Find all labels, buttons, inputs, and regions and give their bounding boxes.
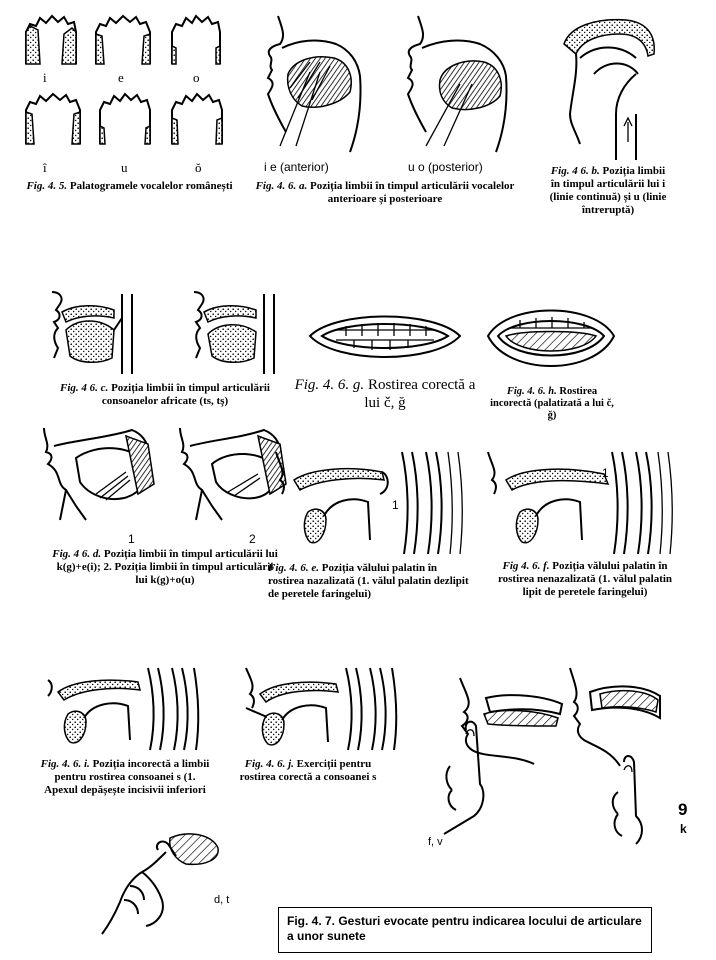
incorrect-lips	[484, 300, 618, 378]
s-exercise-profile	[240, 666, 404, 752]
fig-4-6-g-number: Fig. 4. 6. g.	[294, 377, 365, 393]
fig-4-6-i-text: Poziția incorectă a limbii pentru rostirea consoanei s (1. Apexul depășește incisivii inferiori	[44, 758, 210, 796]
palatogram-o-breve	[168, 92, 226, 146]
fig-4-6-j-text: Exerciții pentru rostirea corectă a consoanei s	[239, 758, 377, 783]
gesture-teeth-k	[560, 666, 666, 846]
fig-4-6-h-text: Rostirea incorectă (palatizată a lui č, ğ)	[490, 386, 614, 421]
fig-4-6-e-number: Fig. 4. 6. e.	[268, 562, 320, 574]
incorrect-s-profile	[44, 666, 206, 752]
fig-4-6-b-text: Poziția limbii în timpul articulării lui i (linie continuă) și u (linie întreruptă)	[549, 165, 667, 216]
fig-4-6-i-number: Fig. 4. 6. i.	[40, 758, 90, 770]
fig-4-6-d-text: Poziția limbii în timpul articulării lui k(g)+e(i); 2. Poziția limbii în timpul articulării lui k(g)+o(u)	[56, 548, 278, 586]
fig-4-6-d-caption	[50, 548, 280, 587]
correct-lips	[306, 306, 464, 368]
fig-4-5-number: Fig. 4. 5.	[26, 180, 68, 192]
fig-4-6-g-caption	[290, 376, 480, 412]
fig-4-6-e-text: Poziția vălului palatin în rostirea nazalizată (1. vălul palatin dezlipit de peretele faringelui)	[268, 562, 469, 600]
fig-4-6-e-caption	[268, 562, 473, 601]
fig-4-6-d-label-1: 1	[128, 532, 135, 546]
fig-4-6-j-number: Fig. 4. 6. j.	[244, 758, 294, 770]
fig-4-6-c-caption	[45, 382, 285, 408]
oral-velum-profile	[484, 450, 680, 556]
fig-4-6-f-text: Poziția vălului palatin în rostirea nenazalizată (1. vălul palatin lipit de peretele faringelui)	[497, 560, 673, 598]
palatogram-label-u: u	[121, 160, 128, 175]
fig-4-6-a-caption	[240, 180, 530, 206]
vocal-tract-section	[556, 14, 660, 160]
palatogram-label-o: o	[193, 70, 200, 85]
palatogram-label-i-circumflex: î	[43, 160, 47, 175]
fig-4-6-j-caption	[238, 758, 378, 784]
gesture-tongue-d-t	[96, 830, 226, 940]
fig-4-6-c-number: Fig. 4 6. c.	[60, 382, 109, 394]
palatogram-u	[96, 92, 154, 146]
gesture-lips-f-v	[424, 674, 574, 844]
fig-4-6-f-number: Fig 4. 6. f.	[502, 560, 550, 572]
affricate-profile-2	[182, 288, 282, 378]
fig-4-5-caption	[22, 180, 237, 193]
fig-4-7-caption-box	[278, 907, 652, 953]
fig-4-6-h-caption	[488, 386, 616, 422]
mouth-profile-anterior	[258, 14, 368, 154]
fig-4-6-f-label-1: 1	[602, 466, 609, 480]
nasal-velum-profile	[272, 450, 468, 556]
fig-4-6-g-text: Rostirea corectă a lui č, ğ	[364, 377, 476, 411]
fig-4-6-b-number: Fig. 4 6. b.	[550, 165, 600, 177]
fig-4-7-label-k: k	[680, 822, 687, 836]
fig-4-6-c-text: Poziția limbii în timpul articulării consoanelor africate (ts, tş)	[101, 382, 270, 407]
affricate-profile-1	[40, 288, 140, 378]
mouth-profile-posterior	[400, 14, 515, 154]
fig-4-7-label-d-t: d, t	[214, 894, 230, 906]
fig-4-6-b-caption	[548, 165, 668, 217]
fig-4-6-i-caption	[40, 758, 210, 797]
palatogram-label-e: e	[118, 70, 124, 85]
palatogram-label-i: i	[43, 70, 47, 85]
palatogram-o	[168, 14, 224, 66]
fig-4-6-f-caption	[490, 560, 680, 599]
fig-4-6-a-label-posterior: u o (posterior)	[408, 160, 483, 174]
fig-4-7-caption: Fig. 4. 7. Gesturi evocate pentru indicarea locului de articulare a unor sunete	[287, 914, 642, 943]
fig-4-6-a-number: Fig. 4. 6. a.	[255, 180, 308, 192]
fig-4-7-label-f-v: f, v	[428, 836, 443, 848]
fig-4-6-d-label-2: 2	[249, 532, 256, 546]
velar-profile-1	[36, 424, 160, 524]
palatogram-i-circumflex	[22, 92, 84, 146]
fig-4-6-d-number: Fig. 4 6. d.	[52, 548, 102, 560]
fig-4-6-a-text: Poziția limbii în timpul articulării vocalelor anterioare și posterioare	[310, 180, 515, 205]
fig-4-6-e-label-1: 1	[392, 498, 399, 512]
palatogram-label-o-breve: ŏ	[195, 160, 202, 175]
palatogram-i	[22, 14, 80, 66]
fig-4-5-text: Palatogramele vocalelor românești	[69, 180, 233, 192]
palatogram-e	[92, 14, 154, 66]
fig-4-6-h-number: Fig. 4. 6. h.	[506, 386, 557, 397]
fig-4-6-a-label-anterior: i e (anterior)	[264, 160, 329, 174]
fig-4-7-label-9: 9	[678, 800, 688, 819]
